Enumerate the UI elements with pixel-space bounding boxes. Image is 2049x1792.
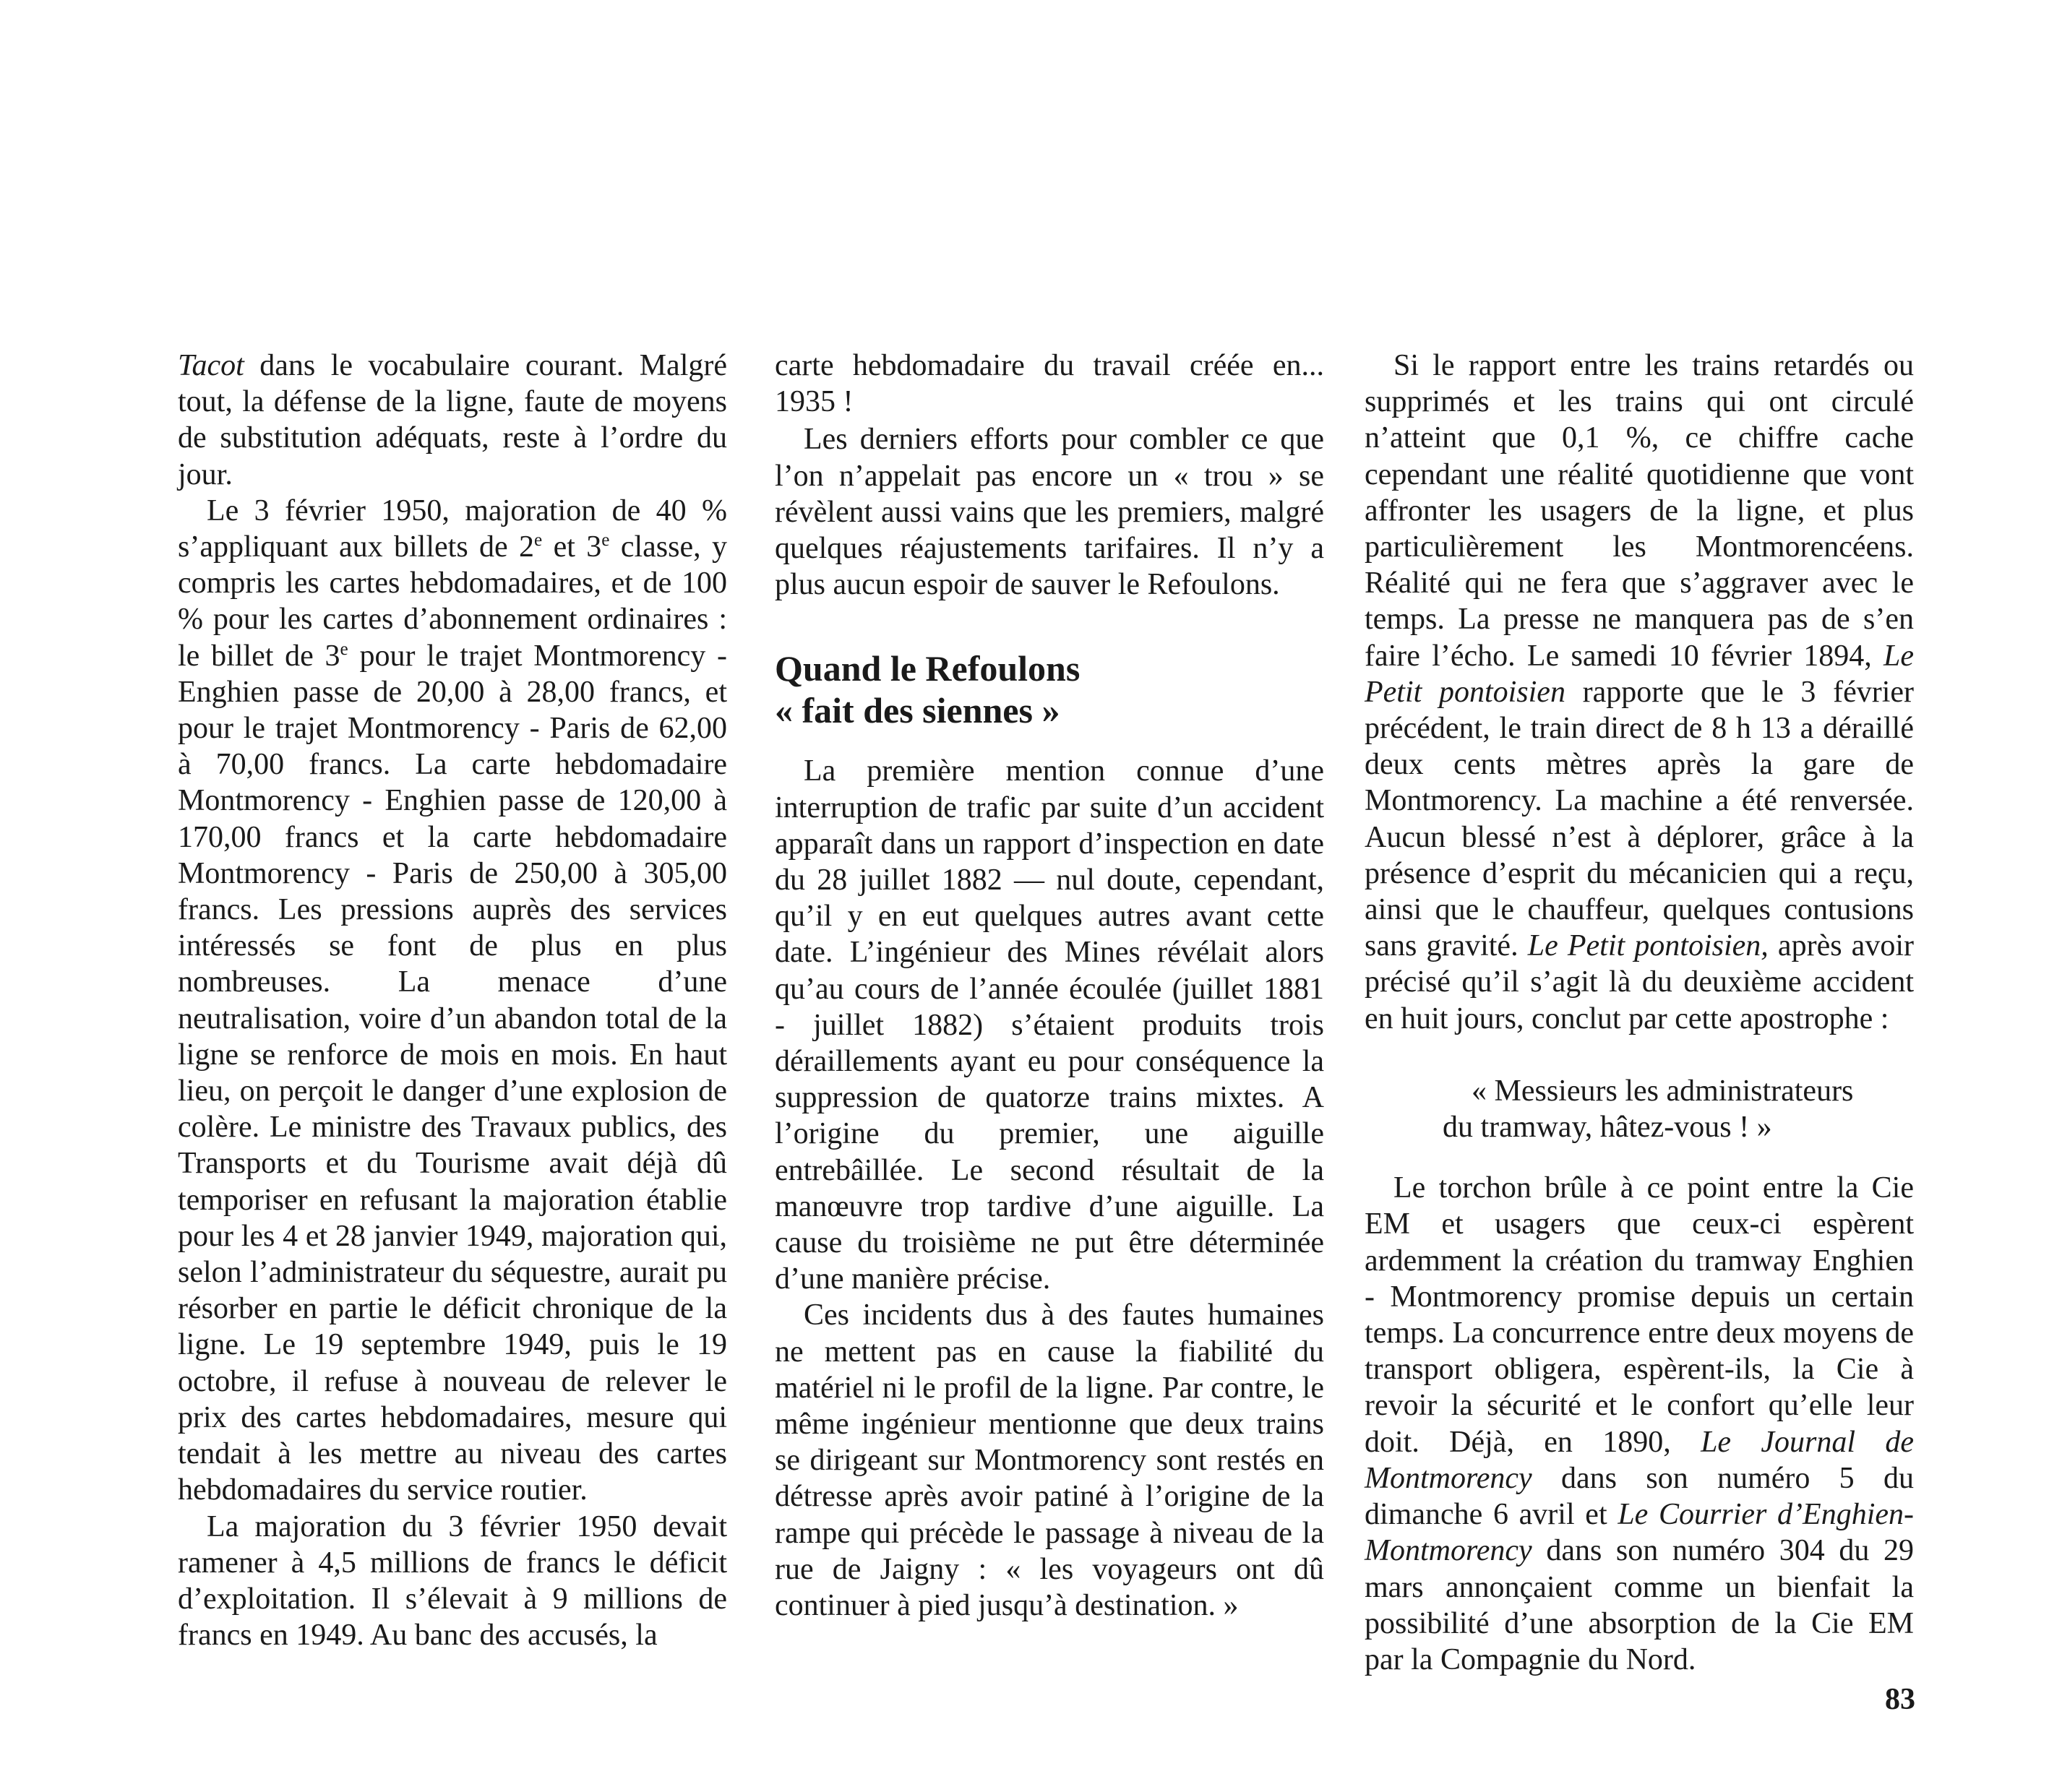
- paragraph: Le 3 février 1950, majoration de 40 % s’appliquant aux billets de 2e et 3e classe, y compris les cartes hebdomadaires, et de 100 % pour les cartes d’abonnement ordinaires : le billet de 3e pour le trajet Montmorency - Enghien passe de 20,00 à 28,00 francs, et pour le trajet Montmorency - Paris de 62,00 à 70,00 francs. La carte hebdomadaire Montmorency - Enghien passe de 120,00 à 170,00 francs et la carte hebdomadaire Montmorency - Paris de 250,00 à 305,00 francs. Les pressions auprès des services intéressés se font de plus en plus nombreuses. La menace d’une neutralisation, voire d’un abandon total de la ligne se renforce de mois en mois. En haut lieu, on perçoit le danger d’une explosion de colère. Le ministre des Travaux publics, des Transports et du Tourisme avait déjà dû temporiser en refusant la majoration établie pour les 4 et 28 janvier 1949, majoration qui, selon l’administrateur du séquestre, aurait pu résorber en partie le déficit chronique de la ligne. Le 19 septembre 1949, puis le 19 octobre, il refuse à nouveau de relever le prix des cartes hebdomadaires, mesure qui tendait à les mettre au niveau des cartes hebdomadaires du service routier.: [178, 494, 727, 1507]
- block-quote: « Messieurs les administrateurs du tramway, hâtez-vous ! »: [1443, 1074, 1854, 1145]
- italic-title: Le Journal de Montmorency: [1365, 1425, 1915, 1495]
- text-column-1: [178, 348, 727, 1653]
- section-heading: Quand le Refoulons « fait des siennes »: [775, 648, 1081, 731]
- page-number: 83: [1885, 1683, 1915, 1716]
- text-column-2: [775, 348, 1324, 1624]
- paragraph: Tacot dans le vocabulaire courant. Malgré tout, la défense de la ligne, faute de moyens de substitution adéquats, reste à l’ordre du jour.: [178, 349, 727, 491]
- paragraph: Les derniers efforts pour combler ce que l’on n’appelait pas encore un « trou » se révèlent aussi vains que les premiers, malgré quelques réajustements tarifaires. Il n’y a plus aucun espoir de sauver le Refoulons.: [775, 423, 1324, 602]
- paragraph: La première mention connue d’une interruption de trafic par suite d’un accident apparaît dans un rapport d’inspection en date du 28 juillet 1882 — nul doute, cependant, qu’il y en eut quelques autres avant cette date. L’ingénieur des Mines révélait alors qu’au cours de l’année écoulée (juillet 1881 - juillet 1882) s’étaient produits trois déraillements ayant eu pour conséquence la suppression de quatorze trains mixtes. A l’origine du premier, une aiguille entrebâillée. Le second résultait de la manœuvre trop tardive d’une aiguille. La cause du troisième ne put être déterminée d’une manière précise.: [775, 754, 1324, 1296]
- paragraph: La majoration du 3 février 1950 devait ramener à 4,5 millions de francs le déficit d’exploitation. Il s’élevait à 9 millions de francs en 1949. Au banc des accusés, la: [178, 1509, 727, 1653]
- paragraph: Si le rapport entre les trains retardés ou supprimés et les trains qui ont circulé n’atteint que 0,1 %, ce chiffre cache cependant une réalité quotidienne que vont affronter les usagers de la ligne, et plus particulièrement les Montmorencéens. Réalité qui ne fera que s’aggraver avec le temps. La presse ne manquera pas de s’en faire l’écho. Le samedi 10 février 1894, Le Petit pontoisien rapporte que le 3 février précédent, le train direct de 8 h 13 a déraillé deux cents mètres après la gare de Montmorency. La machine a été renversée. Aucun blessé n’est à déplorer, grâce à la présence d’esprit du mécanicien qui a reçu, ainsi que le chauffeur, quelques contusions sans gravité. Le Petit pontoisien, après avoir précisé qu’il s’agit là du deuxième accident en huit jours, conclut par cette apostrophe :: [1365, 349, 1914, 1035]
- paragraph: Ces incidents dus à des fautes humaines ne mettent pas en cause la fiabilité du matériel ni le profil de la ligne. Par contre, le même ingénieur mentionne que deux trains se dirigeant sur Montmorency sont restés en détresse après avoir patiné à l’origine de la rampe qui précède le passage à niveau de la rue de Jaigny : « les voyageurs ont dû continuer à pied jusqu’à destination. »: [775, 1298, 1324, 1623]
- italic-title: Le Courrier d’Enghien-Montmorency: [1365, 1498, 1914, 1568]
- text-column-3: [1365, 348, 1914, 1678]
- italic-term: Tacot: [178, 349, 244, 382]
- paragraph: Le torchon brûle à ce point entre la Cie EM et usagers que ceux-ci espèrent ardemment la création du tramway Enghien - Montmorency promise depuis un certain temps. La concurrence entre deux moyens de transport obligera, espèrent-ils, la Cie à revoir la sécurité et le confort qu’elle leur doit. Déjà, en 1890, Le Journal de Montmorency dans son numéro 5 du dimanche 6 avril et Le Courrier d’Enghien-Montmorency dans son numéro 304 du 29 mars annonçaient comme un bienfait la possibilité d’une absorption de la Cie EM par la Compagnie du Nord.: [1365, 1171, 1915, 1676]
- italic-title: Le Petit pontoisien: [1365, 639, 1914, 709]
- paragraph: carte hebdomadaire du travail créée en... 1935 !: [775, 349, 1324, 419]
- italic-title: Le Petit pontoisien,: [1527, 929, 1769, 963]
